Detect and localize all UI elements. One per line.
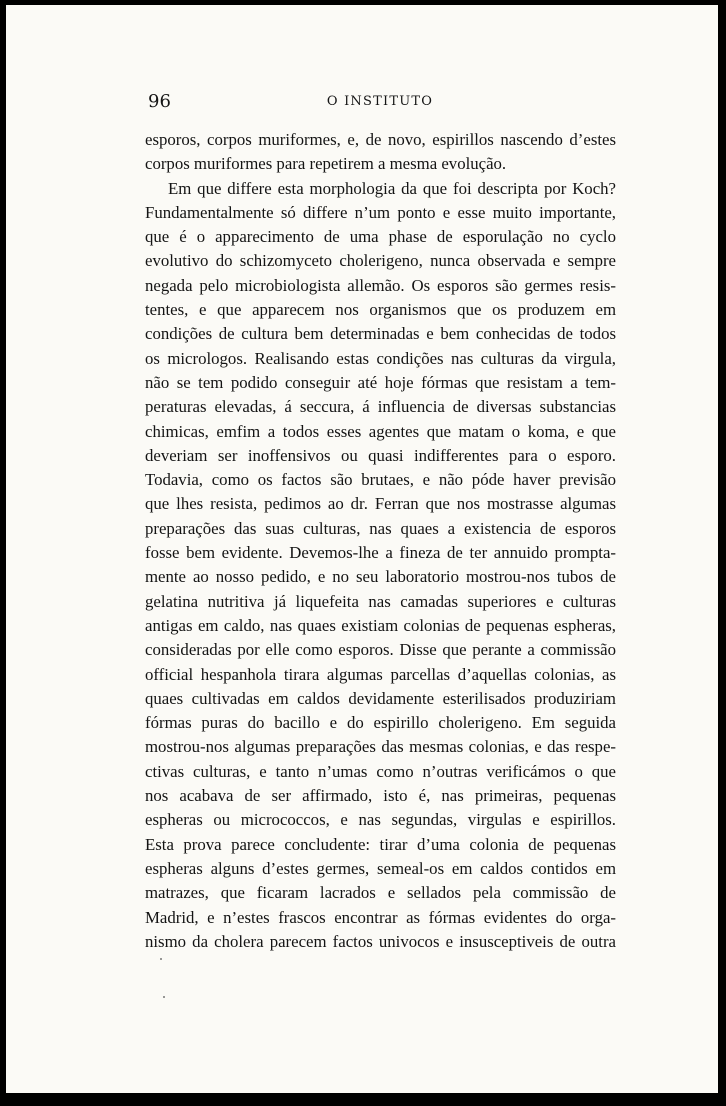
- text-line: ctivas culturas, e tanto n’umas como n’outras verificámos o que: [145, 761, 616, 781]
- text-line: espheras ou micrococcos, e nas segundas, virgulas e espirillos.: [145, 810, 616, 830]
- text-line: matrazes, que ficaram lacrados e sellados pela commissão de: [145, 883, 616, 903]
- text-line: Esta prova parece concludente: tirar d’uma colonia de pequenas: [145, 834, 616, 854]
- page-number: 96: [148, 91, 171, 112]
- running-title: O INSTITUTO: [326, 94, 434, 109]
- text-line: os micrologos. Realisando estas condições nas culturas da virgula,: [145, 348, 616, 368]
- text-line: esporos, corpos muriformes, e, de novo, espirillos nascendo d’estes: [145, 130, 616, 149]
- text-line: que é o apparecimento de uma phase de esporulação no cyclo: [145, 227, 616, 247]
- text-line: fórmas puras do bacillo e do espirillo cholerigeno. Em seguida: [145, 713, 616, 733]
- text-line: consideradas por elle como esporos. Disse que perante a commissão: [145, 640, 616, 660]
- text-line: antigas em caldo, nas quaes existiam colonias de pequenas espheras,: [145, 615, 616, 635]
- text-line: Todavia, como os factos são brutaes, e não póde haver previsão: [145, 470, 616, 490]
- text-line: gelatina nutritiva já liquefeita nas camadas superiores e culturas: [145, 591, 616, 611]
- text-line: quaes cultivadas em caldos devidamente esterilisados produziriam: [145, 688, 616, 708]
- text-line: official hespanhola tirara algumas parcellas d’aquellas colonias, as: [145, 664, 616, 684]
- text-line: peraturas elevadas, á seccura, á influencia de diversas substancias: [145, 397, 616, 417]
- text-line: que lhes resista, pedimos ao dr. Ferran que nos mostrasse algumas: [145, 494, 616, 514]
- text-line: nos acabava de ser affirmado, isto é, nas primeiras, pequenas: [145, 786, 616, 806]
- text-line: evolutivo do schizomyceto cholerigeno, nunca observada e sempre: [145, 251, 616, 271]
- text-line: Fundamentalmente só differe n’um ponto e esse muito importante,: [145, 202, 616, 222]
- text-line: negada pelo microbiologista allemão. Os esporos são germes resis-: [145, 275, 616, 295]
- text-line: tentes, e que apparecem nos organismos que os produzem em: [145, 300, 616, 320]
- text-line: corpos muriformes para repetirem a mesma evolução.: [145, 154, 507, 174]
- text-line: mente ao nosso pedido, e no seu laboratorio mostrou-nos tubos de: [145, 567, 616, 587]
- text-line: chimicas, emfim a todos esses agentes que matam o koma, e que: [145, 421, 616, 441]
- paragraph-first-line: Em que differe esta morphologia da que foi descripta por Koch?: [168, 178, 616, 198]
- text-line: preparações das suas culturas, nas quaes a existencia de esporos: [145, 518, 616, 538]
- scan-speck: [160, 958, 162, 960]
- text-line: condições de cultura bem determinadas e bem conhecidas de todos: [145, 324, 616, 344]
- text-line: nismo da cholera parecem factos univocos e insusceptiveis de outra: [145, 931, 616, 951]
- body-text: [145, 128, 616, 954]
- text-line: fosse bem evidente. Devemos-lhe a fineza de ter annuido prompta-: [145, 543, 616, 563]
- text-line: Madrid, e n’estes frascos encontrar as fórmas evidentes do orga-: [145, 907, 616, 927]
- scan-speck: [163, 996, 165, 998]
- text-line: mostrou-nos algumas preparações das mesmas colonias, e das respe-: [145, 737, 616, 757]
- page-header: [142, 91, 618, 115]
- text-line: não se tem podido conseguir até hoje fórmas que resistam a tem-: [145, 372, 616, 392]
- text-line: deveriam ser inoffensivos ou quasi indifferentes para o esporo.: [145, 445, 616, 465]
- text-line: espheras alguns d’estes germes, semeal-os em caldos contidos em: [145, 858, 616, 878]
